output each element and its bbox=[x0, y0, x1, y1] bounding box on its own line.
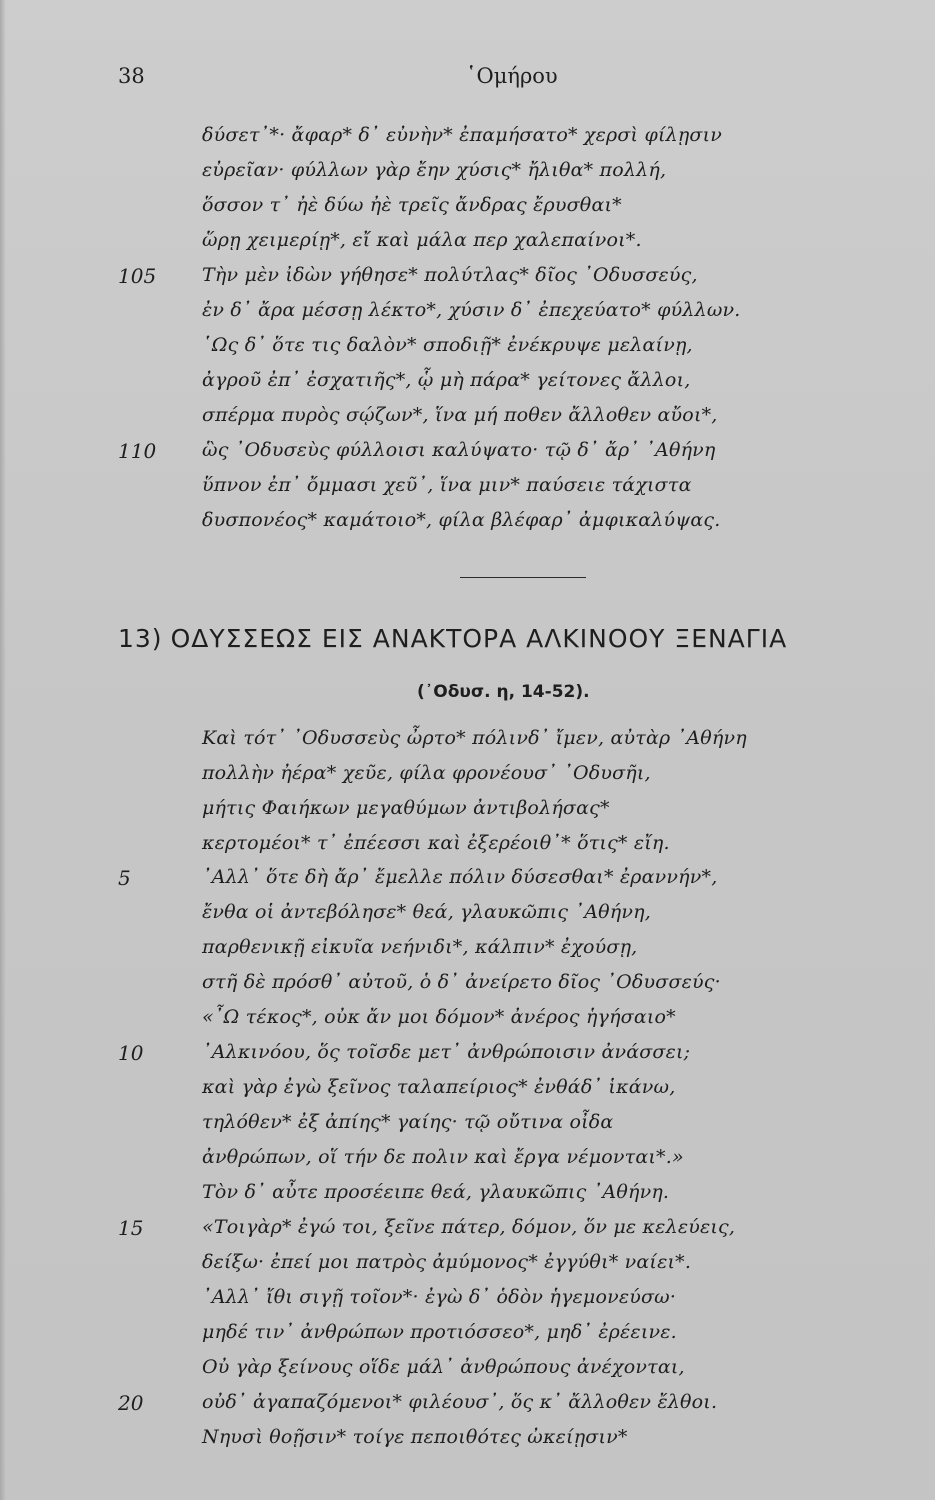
verse-line: Τὴν μὲν ἰδὼν γήθησε* πολύτλας* δῖος ᾿Οδυσσεύς, bbox=[202, 264, 698, 286]
line-number: 20 bbox=[118, 1391, 144, 1415]
section-heading-number: 13) bbox=[118, 624, 163, 653]
page-edge-shadow bbox=[0, 0, 6, 1500]
verse-line: ὕπνον ἐπ᾽ ὄμμασι χεῦ᾽, ἵνα μιν* παύσειε τάχιστα bbox=[202, 474, 692, 496]
verse-line: ὥρῃ χειμερίῃ*, εἴ καὶ μάλα περ χαλεπαίνοι*. bbox=[202, 229, 642, 251]
verse-line: «Τοιγὰρ* ἐγώ τοι, ξεῖνε πάτερ, δόμον, ὅν με κελεύεις, bbox=[202, 1216, 736, 1238]
line-number: 110 bbox=[118, 439, 157, 463]
section-divider bbox=[460, 577, 586, 578]
line-number: 10 bbox=[118, 1041, 144, 1065]
verse-line: παρθενικῇ εἰκυῖα νεήνιδι*, κάλπιν* ἐχούσῃ, bbox=[202, 936, 638, 958]
verse-line: στῆ δὲ πρόσθ᾽ αὐτοῦ, ὁ δ᾽ ἀνείρετο δῖος ᾿Οδυσσεύς· bbox=[202, 971, 721, 993]
verse-line: ἐν δ᾽ ἄρα μέσσῃ λέκτο*, χύσιν δ᾽ ἐπεχεύατο* φύλλων. bbox=[202, 299, 741, 321]
verse-line: τηλόθεν* ἐξ ἀπίης* γαίης· τῷ οὔτινα οἶδα bbox=[202, 1111, 614, 1133]
verse-line: δυσπονέος* καμάτοιο*, φίλα βλέφαρ᾽ ἀμφικαλύψας. bbox=[202, 509, 721, 531]
section-heading-title: ΟΔΥΣΣΕΩΣ ΕΙΣ ΑΝΑΚΤΟΡΑ ΑΛΚΙΝΟΟΥ ΞΕΝΑΓΙΑ bbox=[170, 624, 788, 653]
verse-line: Οὐ γὰρ ξείνους οἵδε μάλ᾽ ἀνθρώπους ἀνέχονται, bbox=[202, 1356, 685, 1378]
verse-line: ὣς ᾿Οδυσεὺς φύλλοισι καλύψατο· τῷ δ᾽ ἄρ᾽ ᾿Αθήνη bbox=[202, 439, 716, 461]
verse-line: Τὸν δ᾽ αὖτε προσέειπε θεά, γλαυκῶπις ᾿Αθήνη. bbox=[202, 1181, 670, 1203]
verse-line: «῏Ω τέκος*, οὐκ ἄν μοι δόμον* ἀνέρος ἡγήσαιο* bbox=[202, 1006, 676, 1028]
page-number: 38 bbox=[118, 64, 145, 88]
verse-line: ῾Ως δ᾽ ὅτε τις δαλὸν* σποδιῇ* ἐνέκρυψε μελαίνῃ, bbox=[202, 334, 693, 356]
section-heading bbox=[118, 624, 787, 653]
verse-line: ᾿Αλκινόου, ὅς τοῖσδε μετ᾽ ἀνθρώποισιν ἀνάσσει; bbox=[202, 1041, 691, 1063]
line-number: 5 bbox=[118, 866, 131, 890]
verse-line: πολλὴν ἠέρα* χεῦε, φίλα φρονέουσ᾽ ᾿Οδυσῆι, bbox=[202, 762, 651, 784]
verse-line: ἀγροῦ ἐπ᾽ ἐσχατιῆς*, ᾧ μὴ πάρα* γείτονες ἄλλοι, bbox=[202, 369, 691, 391]
verse-line: μηδέ τιν᾽ ἀνθρώπων προτιόσσεο*, μηδ᾽ ἐρέεινε. bbox=[202, 1321, 677, 1343]
verse-line: σπέρμα πυρὸς σῴζων*, ἵνα μή ποθεν ἄλλοθεν αὔοι*, bbox=[202, 404, 718, 426]
line-number: 105 bbox=[118, 264, 157, 288]
verse-line: Καὶ τότ᾽ ᾿Οδυσσεὺς ὦρτο* πόλινδ᾽ ἴμεν, αὐτὰρ ᾿Αθήνη bbox=[202, 727, 747, 749]
verse-line: Νηυσὶ θοῇσιν* τοίγε πεποιθότες ὠκείῃσιν* bbox=[202, 1426, 628, 1448]
verse-line: δύσετ᾽*· ἄφαρ* δ᾽ εὐνὴν* ἐπαμήσατο* χερσὶ φίλῃσιν bbox=[202, 124, 722, 146]
verse-line: ὅσσον τ᾽ ἠὲ δύω ἠὲ τρεῖς ἄνδρας ἔρυσθαι* bbox=[202, 194, 622, 216]
verse-line: ἔνθα οἱ ἀντεβόλησε* θεά, γλαυκῶπις ᾿Αθήνη, bbox=[202, 901, 651, 923]
verse-line: καὶ γὰρ ἐγὼ ξεῖνος ταλαπείριος* ἐνθάδ᾽ ἱκάνω, bbox=[202, 1076, 676, 1098]
verse-line: οὐδ᾽ ἀγαπαζόμενοι* φιλέουσ᾽, ὅς κ᾽ ἄλλοθεν ἔλθοι. bbox=[202, 1391, 718, 1413]
line-number: 15 bbox=[118, 1216, 144, 1240]
verse-line: μήτις Φαιήκων μεγαθύμων ἀντιβολήσας* bbox=[202, 797, 610, 819]
verse-line: ᾿Αλλ᾽ ὅτε δὴ ἄρ᾽ ἔμελλε πόλιν δύσεσθαι* ἐραννήν*, bbox=[202, 866, 718, 888]
verse-line: ἀνθρώπων, οἵ τήν δε πολιν καὶ ἔργα νέμονται*.» bbox=[202, 1146, 684, 1168]
verse-line: κερτομέοι* τ᾽ ἐπέεσσι καὶ ἐξερέοιθ᾽* ὅτις* εἴη. bbox=[202, 832, 670, 854]
running-title: ῾Ομήρου bbox=[466, 64, 558, 88]
verse-line: εὐρεῖαν· φύλλων γὰρ ἔην χύσις* ἤλιθα* πολλή, bbox=[202, 159, 667, 181]
verse-line: ᾿Αλλ᾽ ἴθι σιγῇ τοῖον*· ἐγὼ δ᾽ ὁδὸν ἡγεμονεύσω· bbox=[202, 1286, 677, 1308]
verse-line: δείξω· ἐπεί μοι πατρὸς ἀμύμονος* ἐγγύθι* ναίει*. bbox=[202, 1251, 692, 1273]
section-reference: (᾿Οδυσ. η, 14-52). bbox=[417, 682, 590, 702]
